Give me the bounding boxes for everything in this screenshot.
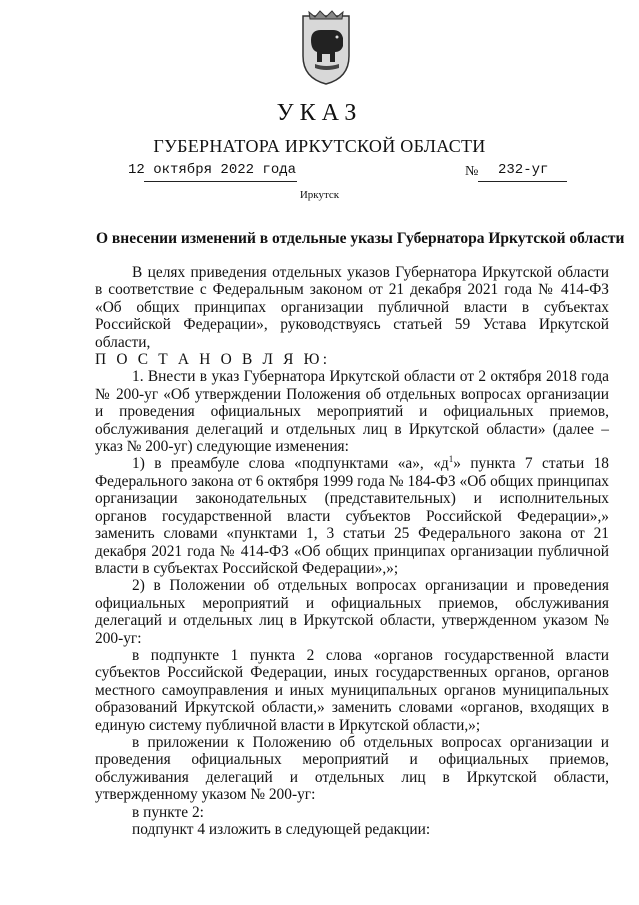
paragraph-subitem-2: 2) в Положении об отдельных вопросах организации и проведения официальных мероприятий и официальных приемов, обслуживания делегаций и отдельных лиц в Иркутской области, утвержденном указом № 200-уг: — [95, 577, 609, 647]
document-city: Иркутск — [299, 189, 340, 201]
document-subtitle: ГУБЕРНАТОРА ИРКУТСКОЙ ОБЛАСТИ — [153, 136, 486, 156]
date-text: 12 октября 2022 года — [128, 162, 297, 178]
coat-of-arms-emblem — [297, 8, 355, 86]
paragraph-item-1: 1. Внести в указ Губернатора Иркутской области от 2 октября 2018 года № 200-уг «Об утверждении Положения об отдельных вопросах организации и проведения официальных мероприятий и официальных приемов, обслуживания делегаций и отдельных лиц в Иркутской области» (далее – указ № 200-уг) следующие изменения: — [95, 368, 609, 456]
document-number: 232-уг — [498, 162, 549, 178]
paragraph-preamble: В целях приведения отдельных указов Губернатора Иркутской области в соответствие с Федеральным законом от 21 декабря 2021 года № 414-ФЗ «Об общих принципах организации публичной власти в субъектах Российской Федерации», руководствуясь статьей 59 Устава Иркутской области, — [95, 264, 609, 351]
document-body — [95, 264, 609, 838]
paragraph-subpoint-4: подпункт 4 изложить в следующей редакции: — [132, 821, 431, 838]
paragraph-subitem-1 — [95, 455, 609, 577]
number-label: № — [465, 164, 479, 179]
subitem-1-text-end: » пункта 7 статьи 18 Федерального закона от 6 октября 1999 года № 184-ФЗ «Об общих принципах организации законодательных (представительных) и исполнительных органов государственной власти субъектов Российской Федерации»,» заменить словами «пунктами 1, 3 статьи 25 Федерального закона от 21 декабря 2021 года № 414-ФЗ «Об общих принципах организации публичной власти в субъектах Российской Федерации»,»; — [95, 455, 609, 577]
document-heading: О внесении изменений в отдельные указы Губернатора Иркутской области — [96, 230, 625, 247]
date-underline — [144, 181, 297, 182]
paragraph-decree: П О С Т А Н О В Л Я Ю: — [95, 351, 331, 369]
subitem-1-text-start: 1) в преамбуле слова «подпунктами «а», «д — [132, 455, 449, 473]
paragraph-amendment-2: в приложении к Положению об отдельных вопросах организации и проведения официальных мероприятий и официальных приемов, обслуживания делегаций и отдельных лиц в Иркутской области, утвержденному указом № 200-уг: — [95, 733, 609, 804]
paragraph-amendment-1: в подпункте 1 пункта 2 слова «органов государственной власти субъектов Российской Федерации, иных государственных органов, органов местного самоуправления и иных муниципальных органов муниципальных образований Иркутской области,» заменить словами «органов, входящих в единую систему публичной власти в Иркутской области,»; — [95, 646, 609, 734]
document-date — [128, 162, 296, 178]
document-title: УКАЗ — [276, 100, 363, 126]
subitem-1-superscript: 1 — [448, 454, 454, 465]
paragraph-point-2: в пункте 2: — [132, 803, 204, 821]
number-underline — [478, 181, 567, 182]
